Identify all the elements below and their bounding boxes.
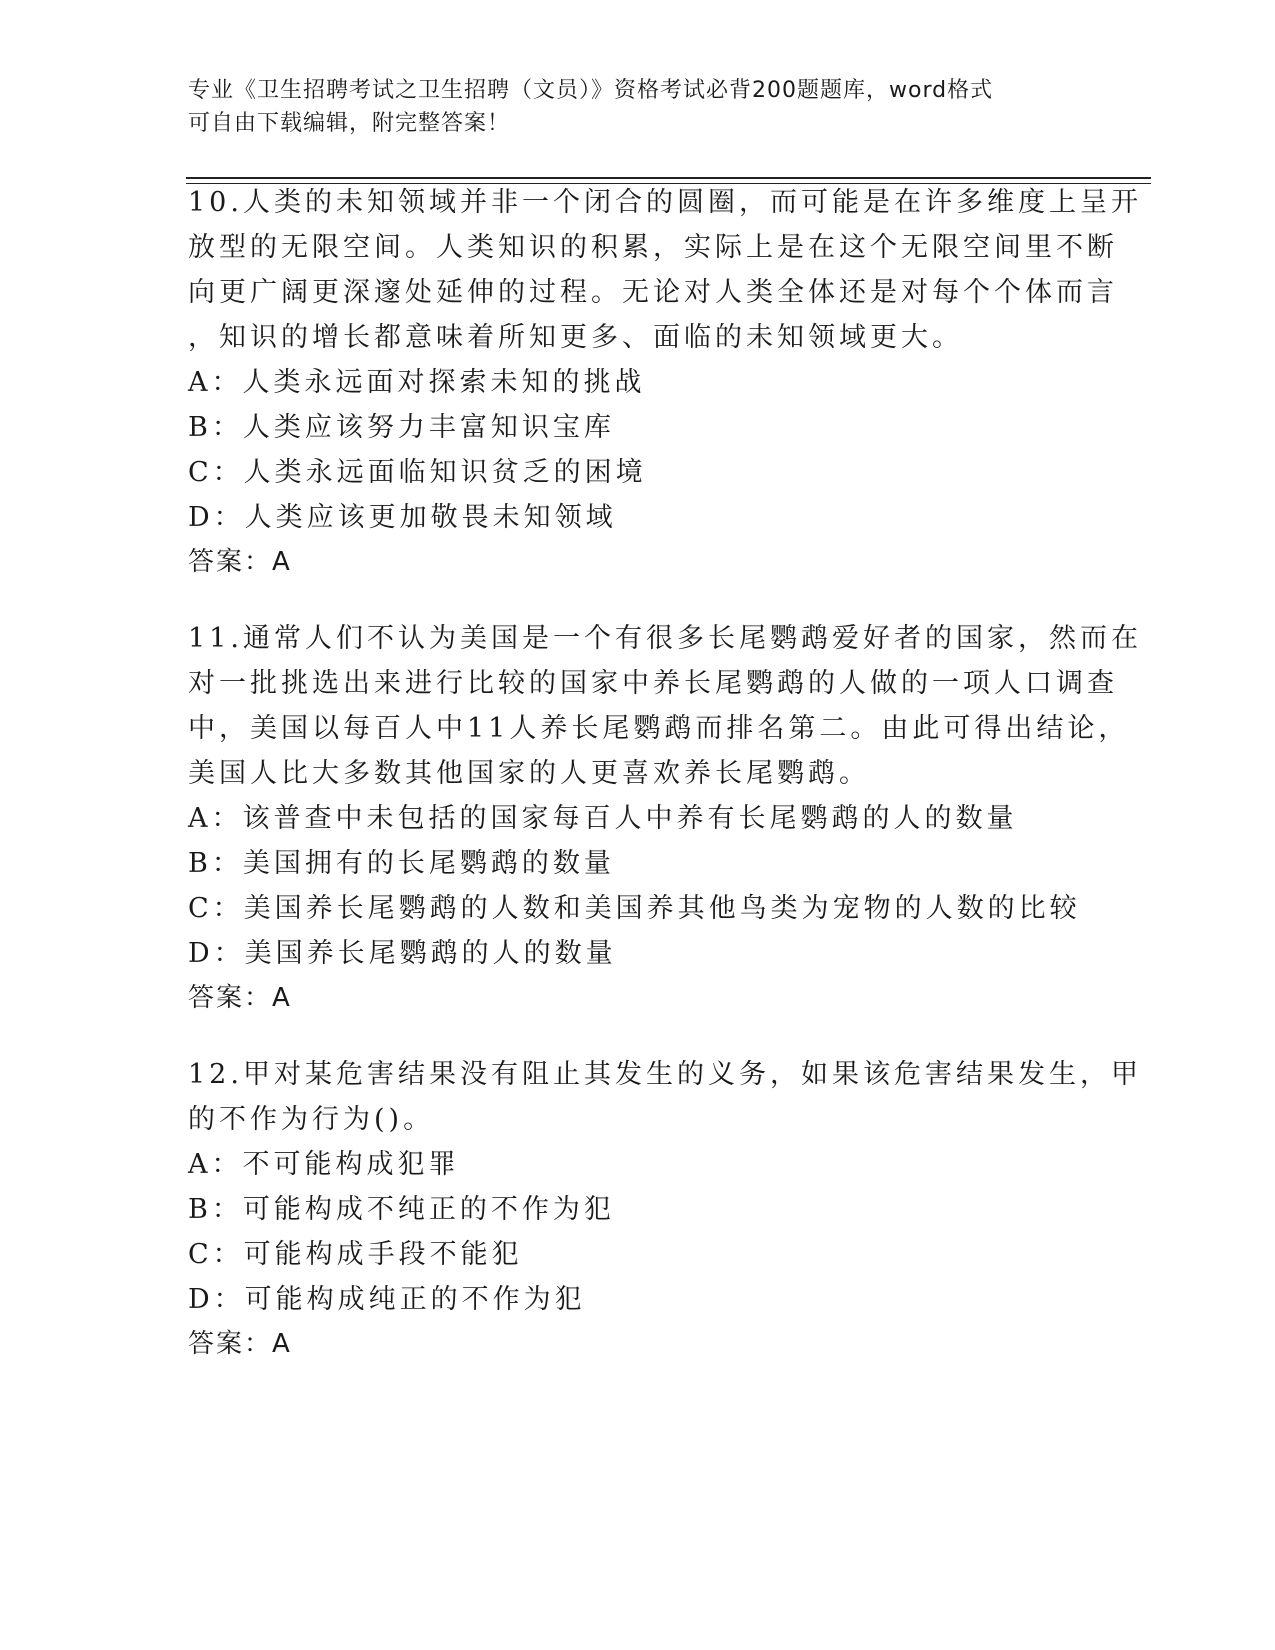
document-header — [188, 74, 1068, 140]
option-b: B：人类应该努力丰富知识宝库 — [188, 412, 615, 443]
answer-label: 答案：A — [188, 983, 292, 1013]
option-d: D：人类应该更加敬畏未知领域 — [188, 502, 617, 533]
question-text-line: 的不作为行为()。 — [188, 1104, 435, 1135]
header-line-2: 可自由下载编辑，附完整答案！ — [188, 111, 511, 136]
question-text-line: ，知识的增长都意味着所知更多、面临的未知领域更大。 — [188, 322, 963, 353]
question-11 — [188, 616, 1142, 1021]
option-b: B：美国拥有的长尾鹦鹉的数量 — [188, 848, 615, 879]
question-text-line: 10.人类的未知领域并非一个闭合的圆圈，而可能是在许多维度上呈开 — [188, 187, 1142, 218]
option-a: A：该普查中未包括的国家每百人中养有长尾鹦鹉的人的数量 — [188, 803, 1018, 834]
option-b: B：可能构成不纯正的不作为犯 — [188, 1194, 615, 1225]
question-text-line: 向更广阔更深邃处延伸的过程。无论对人类全体还是对每个个体而言 — [188, 277, 1118, 308]
option-a: A：人类永远面对探索未知的挑战 — [188, 367, 646, 398]
question-text-line: 放型的无限空间。人类知识的积累，实际上是在这个无限空间里不断 — [188, 232, 1118, 263]
answer-label: 答案：A — [188, 547, 292, 577]
answer-label: 答案：A — [188, 1329, 292, 1359]
question-text-line: 11.通常人们不认为美国是一个有很多长尾鹦鹉爱好者的国家，然而在 — [188, 623, 1142, 654]
option-d: D：可能构成纯正的不作为犯 — [188, 1284, 586, 1315]
option-c: C：人类永远面临知识贫乏的困境 — [188, 457, 647, 488]
option-c: C：美国养长尾鹦鹉的人数和美国养其他鸟类为宠物的人数的比较 — [188, 893, 1081, 924]
option-c: C：可能构成手段不能犯 — [188, 1239, 523, 1270]
header-divider-thick — [186, 177, 1151, 179]
question-12 — [188, 1052, 1142, 1367]
question-text-line: 美国人比大多数其他国家的人更喜欢养长尾鹦鹉。 — [188, 758, 870, 789]
question-10 — [188, 180, 1142, 585]
header-line-1: 专业《卫生招聘考试之卫生招聘（文员）》资格考试必背200题题库，word格式 — [188, 78, 994, 103]
question-text-line: 12.甲对某危害结果没有阻止其发生的义务，如果该危害结果发生，甲 — [188, 1059, 1142, 1090]
option-a: A：不可能构成犯罪 — [188, 1149, 460, 1180]
question-text-line: 中，美国以每百人中11人养长尾鹦鹉而排名第二。由此可得出结论， — [188, 713, 1130, 744]
option-d: D：美国养长尾鹦鹉的人的数量 — [188, 938, 617, 969]
question-text-line: 对一批挑选出来进行比较的国家中养长尾鹦鹉的人做的一项人口调查 — [188, 668, 1118, 699]
